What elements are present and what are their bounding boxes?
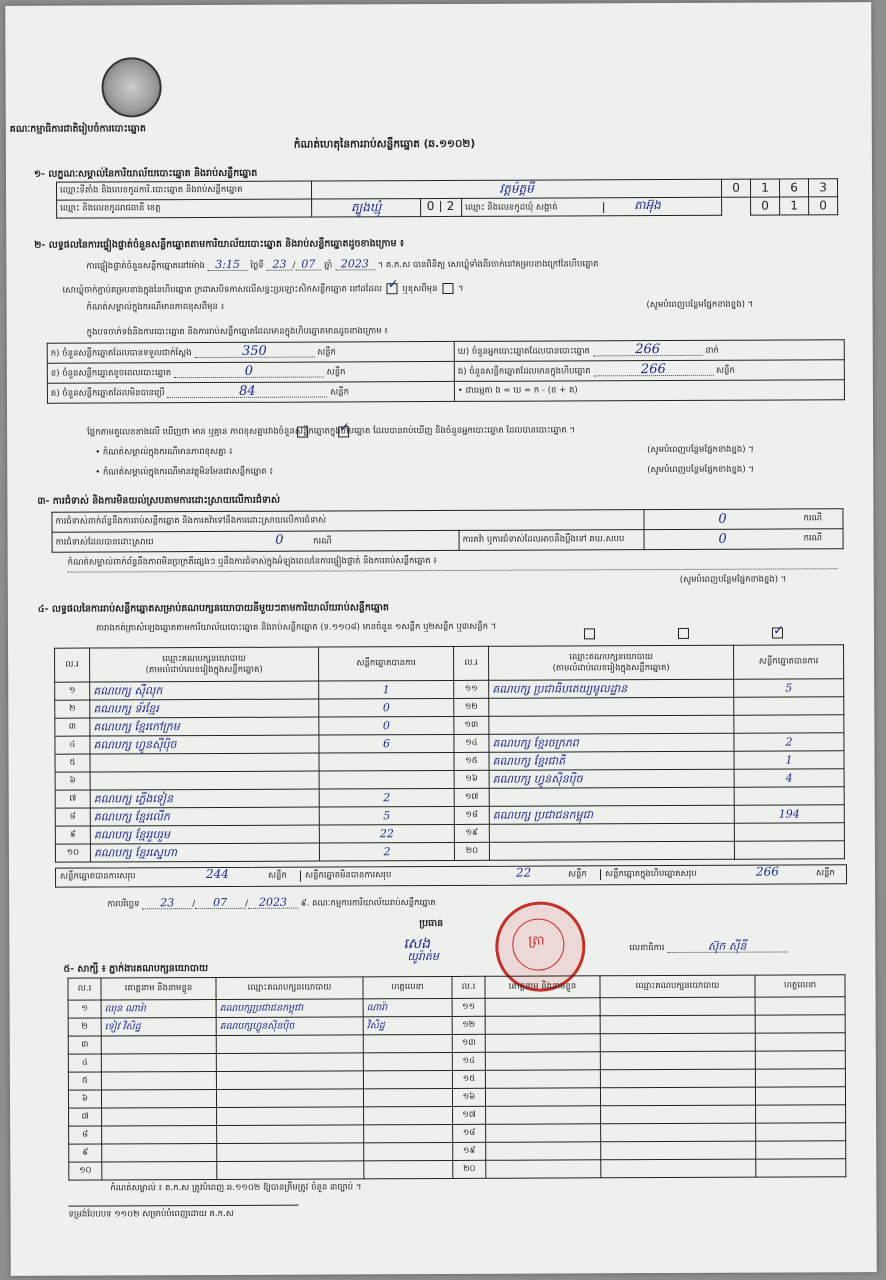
station-code-4: 3 (808, 179, 837, 197)
col-sign: ហត្ថលេខា (363, 976, 452, 998)
party-votes: 1 (734, 751, 844, 769)
witness-party (216, 1035, 363, 1054)
received-ballots-value: 350 (194, 346, 314, 359)
witness-signature: ណារ៉ា (363, 998, 452, 1016)
witness-signature (363, 1070, 452, 1088)
witness-name (101, 1053, 216, 1072)
party-votes: 194 (734, 805, 844, 823)
party-no: ១ (55, 682, 90, 700)
secretary-label: លេខាធិការ (629, 943, 665, 954)
witness-party (217, 1125, 364, 1144)
inspection-text: ។ គ.ក.ស បានពិនិត្យ សោឃ្លុំទាំងពីរចាក់នៅគម្របខាងក្រៅនៃហិបឆ្នោត (377, 259, 599, 271)
witness-no: ១៥ (452, 1070, 485, 1088)
col-party: ឈ្មោះគណបក្សនយោបាយ (600, 975, 755, 998)
witness-name (102, 1161, 217, 1180)
unit-case: ករណី (801, 529, 844, 549)
unit-sheet: សន្លឹក (816, 868, 835, 879)
unit-sheet: សន្លឹក (568, 869, 587, 880)
seal-mark: ត្រា (528, 933, 545, 949)
objections-value: 0 (644, 509, 801, 530)
party-name: គណបក្ស ខ្មែរស្នេហា (90, 843, 319, 862)
witness-signature (756, 1123, 846, 1141)
party-votes: 5 (734, 679, 844, 697)
party-name: គណបក្ស ទ័រខ្មែរ (90, 699, 319, 718)
party-name: គណបក្ស ខ្មែរលើក (90, 807, 319, 826)
witness-no: ១២ (452, 1016, 485, 1034)
chair-label: ប្រធាន (419, 917, 444, 930)
col-party-sub: (តាមលំដាប់លេខរៀងក្នុងសន្លឹកឆ្នោត) (145, 664, 263, 675)
commune-code-1: 0 (751, 197, 780, 215)
date-month: 07 (195, 897, 245, 909)
witness-signature (756, 1105, 846, 1123)
col-party-label: ឈ្មោះគណបក្សនយោបាយ (162, 653, 246, 664)
valid-total-label: សន្លឹកឆ្នោតបានការសរុប (60, 871, 136, 882)
received-ballots-label: ក) ចំនួនសន្លឹកឆ្នោតដែលបានទទួលជាក់ស្តែង (50, 348, 192, 359)
witness-party: គណបក្សហ្វូនស៊ិនប៉ិច (216, 1017, 363, 1036)
inspection-line1: ការផ្ទៀងផ្ទាត់ចំនួនសន្លឹកឆ្នោតនៅម៉ោង 3:15 ថ្ងៃទី 23 / 07 ឆ្នាំ 2023 ។ គ.ក.ស បានពិនិត្យ សោឃ្លុំទាំងពីរចាក់នៅគម្របខាងក្រៅនៃហិបឆ្នោត (86, 257, 599, 272)
witness-no: ៨ (69, 1126, 102, 1144)
irregularity-note: កំណត់សម្គាល់ពាក់ព័ន្ធនឹងភាពមិនប្រក្រតីផ្សេងៗ ឬនឹងការជំទាស់ក្នុងអំឡុងពេលនៃការផ្ទៀងផ្ទាត់ និងការរាប់សន្លឹកឆ្នោត ៖ (67, 556, 438, 568)
spoiled-ballots-label: ខ) ចំនួនសន្លឹកឆ្នោតខូចពេលបោះឆ្នោត (50, 368, 172, 379)
witness-name (485, 1088, 600, 1107)
party-name: គណបក្ស ហ្វូនស៊ិនប៉ិច (489, 769, 734, 788)
witness-no: ៥ (68, 1072, 101, 1090)
party-votes: 22 (319, 824, 454, 843)
witness-no: ១៨ (453, 1124, 486, 1142)
witness-no: ៦ (68, 1090, 101, 1108)
station-value: វត្តម៉ត្តមី (312, 179, 722, 199)
party-no: ១៧ (454, 788, 489, 806)
witness-name (102, 1107, 217, 1126)
col-party (489, 645, 734, 680)
footer-rule (68, 1205, 298, 1207)
witness-no: ២ (68, 1018, 101, 1036)
party-votes: 0 (319, 698, 454, 717)
commune-label: ឈ្មោះ និងលេខកូដឃុំ សង្កាត់ (462, 202, 604, 214)
party-name (489, 715, 734, 734)
party-votes (319, 770, 454, 789)
day-label: ថ្ងៃទី (250, 260, 264, 271)
party-votes: 6 (319, 734, 454, 753)
party-no: ៨ (55, 808, 90, 826)
witness-no: ១១ (452, 998, 485, 1016)
inspection-line2: សោឃ្លុំចាក់ភ្ជាប់គម្របខាងក្នុងនៃហិបឆ្នោត ក្រដាសបិទភាសលើសន្ធះប្រឡោះសិកសន្លឹកឆ្នោត នៅដដែល ✓ ឬខុសពីមុន ។ (62, 283, 463, 297)
witness-party (217, 1161, 364, 1180)
commune-code-3: 0 (809, 197, 838, 215)
committee-label: ៩. គណៈកម្មការការិយាល័យរាប់សន្លឹកឆ្នោត (300, 898, 436, 909)
col-no: ល.រ (68, 978, 101, 1000)
witness-name: ឈុន ណារ៉ា (101, 999, 216, 1018)
date-day: 23 (142, 897, 192, 909)
party-no: ១៨ (454, 806, 489, 824)
party-name (489, 841, 734, 860)
unit-sheet: សន្លឹក (268, 870, 287, 881)
seal-status-text: សោឃ្លុំចាក់ភ្ជាប់គម្របខាងក្នុងនៃហិបឆ្នោត ក្រដាសបិទភាសលើសន្ធះប្រឡោះសិកសន្លឹកឆ្នោត នៅដដែល (62, 284, 383, 296)
witness-no: ៤ (68, 1054, 101, 1072)
party-name: គណបក្ស ភ្លើងទៀន (90, 789, 319, 808)
col-votes: សន្លឹកឆ្នោតបានការ (734, 645, 844, 679)
witness-party (600, 997, 755, 1016)
witness-signature (755, 1087, 845, 1105)
fill-back-note: (សូមបំពេញបន្ថែមផ្នែកខាងខ្នង) ។ (647, 464, 754, 476)
appeal-label: ការតវ៉ា ឬការជំទាស់ដែលអាចនឹងប្តឹងទៅ គឃ.សបប (459, 530, 644, 551)
voters-value: 266 (593, 344, 703, 356)
chair-signature: សេង (403, 936, 431, 953)
party-no: ២ (55, 700, 90, 718)
witness-no: ៧ (69, 1108, 102, 1126)
col-sign: ហត្ថលេខា (755, 975, 845, 997)
footnote: កំណត់សម្គាល់ ៖ គ.ក.ស ត្រូវបំពេញ ឆ.១១០២ ឱ្យបានត្រឹមត្រូវ ចំនួន ៣ច្បាប់ ។ (110, 1182, 362, 1194)
changed-checkbox[interactable] (442, 283, 453, 294)
party-no: ២០ (454, 842, 489, 860)
col-party: ឈ្មោះគណបក្សនយោបាយ (216, 977, 363, 1000)
commune-code-2: 1 (780, 197, 809, 215)
national-emblem-icon (101, 57, 161, 117)
unused-ballots-label: គ) ចំនួនសន្លឹកឆ្នោតដែលមិនបានប្រើ (50, 388, 165, 399)
party-name: គណបក្ស ខ្មែរកៅក្រម (90, 717, 319, 736)
totals-row (55, 864, 847, 887)
col-no: ល.រ (454, 646, 489, 680)
party-no: ១៤ (454, 734, 489, 752)
province-code-1: 0 (421, 201, 441, 212)
commune-cell (462, 197, 722, 216)
col-name: គោត្តនាម និងនាមខ្លួន (485, 976, 600, 999)
valid-total-value: 244 (205, 866, 229, 882)
fill-back-note: (សូមបំពេញបន្ថែមផ្នែកខាងខ្នង) ។ (647, 444, 754, 456)
witness-signature (755, 1015, 845, 1033)
voters-label: ឃ) ចំនួនអ្នកបោះឆ្នោតដែលបានបោះឆ្នោត (457, 346, 590, 357)
witness-party (600, 1015, 755, 1034)
party-name: គណបក្ស ខ្មែរចក្រភព (489, 733, 734, 752)
witness-table (67, 974, 846, 1180)
party-no: ១១ (454, 680, 489, 698)
party-votes: 5 (319, 806, 454, 825)
witness-name (485, 1034, 600, 1053)
year-label: ឆ្នាំ (324, 260, 333, 271)
witness-no: ១៣ (452, 1034, 485, 1052)
chair-name: យូរ៉ាត់ម (407, 950, 439, 964)
witness-no: ៣ (68, 1036, 101, 1054)
box-total-label: សន្លឹកឆ្នោតក្នុងហិបឆ្នោតសរុប (600, 869, 697, 880)
unit-sheet: សន្លឹក (317, 347, 336, 358)
witness-signature (364, 1106, 453, 1124)
witness-no: ១៩ (453, 1142, 486, 1160)
party-no: ១៥ (454, 752, 489, 770)
province-label: ឈ្មោះ និងលេខកូដរាជធានី ខេត្ត (57, 199, 312, 218)
commune-value: តាអ៊ុង (634, 198, 661, 213)
party-no: ៤ (55, 736, 90, 754)
witness-name (101, 1071, 216, 1090)
party-votes (734, 841, 844, 859)
station-code-1: 0 (721, 179, 750, 197)
party-no: ១២ (454, 698, 489, 716)
witness-name (486, 1142, 601, 1161)
party-no: ១០ (55, 844, 90, 862)
witness-party: គណបក្សប្រជាជនកម្ពុជា (216, 999, 363, 1018)
witness-party (216, 1089, 363, 1108)
witness-name (101, 1089, 216, 1108)
section5-heading: ៥- សាក្សី ៖ ភ្នាក់ងារគណបក្សនយោបាយ (63, 963, 209, 975)
unchanged-checkbox[interactable] (387, 283, 398, 294)
year-value: 2023 (335, 258, 375, 270)
unit-sheet: សន្លឹក (326, 367, 346, 378)
difference-note-label: កំណត់សម្គាល់ក្នុងករណីមានភាពខុសពីមុន ៖ (86, 301, 225, 313)
witness-party (601, 1159, 756, 1178)
objections-label: ការជំទាស់ពាក់ព័ន្ធនឹងការរាប់សន្លឹកឆ្នោត និងការតវ៉ាទៅនឹងការដោះស្រាយលើការជំទាស់ (52, 510, 644, 533)
witness-no: ១០ (69, 1162, 102, 1180)
witness-signature (755, 1051, 845, 1069)
party-votes: 2 (319, 842, 454, 861)
witness-name (486, 1160, 601, 1179)
witness-name: ទៀវ វិសិដ្ឋ (101, 1017, 216, 1036)
ballot-summary-intro: ក្នុងបទចាក់ទង់និងការបោះឆ្នោត និងការរាប់សន្លឹកឆ្នោតដែលមានក្នុងហិបឆ្នោតមានដូចខាងក្រោម ៖ (86, 326, 389, 338)
party-name: គណបក្ស ខ្មែររួបរួម (90, 825, 319, 844)
unit-case: ករណី (800, 509, 843, 529)
party-name (90, 771, 319, 790)
unit-case: ករណី (313, 536, 332, 547)
party-votes: 4 (734, 769, 844, 787)
col-party (90, 647, 319, 682)
party-votes (319, 752, 454, 771)
party-name (90, 753, 319, 772)
witness-signature (363, 1034, 452, 1052)
witness-signature (364, 1124, 453, 1142)
party-name: គណបក្ស ប្រជាជនកម្ពុជា (489, 805, 734, 824)
witness-party (600, 1033, 755, 1052)
party-votes (734, 715, 844, 733)
invalid-total-label: សន្លឹកឆ្នោតមិនបានការសរុប (300, 870, 391, 881)
box-ballots-value: 266 (593, 364, 713, 377)
col-no: ល.រ (55, 648, 90, 682)
witness-no: ២០ (453, 1160, 486, 1178)
two-sheets-checkbox[interactable] (678, 628, 689, 639)
witness-signature: វិសិដ្ឋ (363, 1016, 452, 1034)
party-no: ១៩ (454, 824, 489, 842)
unit-sheet: សន្លឹក (330, 387, 350, 398)
witness-party (600, 1051, 755, 1070)
section1-heading: ១- លក្ខណៈសម្គាល់នៃការិយាល័យបោះឆ្នោត និងរាប់សន្លឹកឆ្នោត (33, 167, 258, 180)
secretary-line (629, 940, 787, 954)
box-total-value: 266 (755, 864, 779, 879)
party-name: គណបក្ស ហ្វូនស៊ីប៉ិច (90, 735, 319, 754)
invalid-total-value: 22 (515, 865, 532, 880)
party-votes: 2 (319, 788, 454, 807)
station-label: ឈ្មោះទីតាំង និងលេខកូដការិ.បោះឆ្នោត និងរាប់សន្លឹកឆ្នោត (57, 181, 312, 200)
table-row (55, 841, 844, 862)
col-votes: សន្លឹកឆ្នោតបានការ (319, 646, 454, 681)
party-votes (734, 787, 844, 805)
resolved-value: 0 (275, 532, 284, 548)
party-no: ៧ (55, 790, 90, 808)
witness-party (217, 1107, 364, 1126)
fill-back-note: (សូមបំពេញបន្ថែមផ្នែកខាងខ្នង) ។ (646, 299, 754, 311)
party-name: គណបក្ស ខ្មែរជាតិ (489, 751, 734, 770)
ballot-summary-table: ក) ចំនួនសន្លឹកឆ្នោតដែលបានទទួលជាក់ស្តែង 350 សន្លឹក ឃ) ចំនួនអ្នកបោះឆ្នោតដែលបានបោះឆ្នោត 266 នាក់ ខ) ចំនួនសន្លឹកឆ្នោតខូចពេលបោះឆ្នោត 0 សន្លឹក ង) ចំនួនសន្លឹកឆ្នោតដែលមានក្នុងហិបឆ្នោត 266 សន្លឹក គ) ចំនួនសន្លឹកឆ្នោតដែលមិនបានប្រើ 84 សន្លឹក • ជាធម្មតា ង = ឃ = ក - (ខ + គ) (47, 339, 845, 403)
witness-no: ១៦ (452, 1088, 485, 1106)
party-no: ៦ (55, 772, 90, 790)
witness-party (600, 1087, 755, 1106)
three-sheets-checkbox[interactable] (772, 628, 783, 639)
witness-party (216, 1053, 363, 1072)
time-label: ការផ្ទៀងផ្ទាត់ចំនួនសន្លឹកឆ្នោតនៅម៉ោង (86, 261, 205, 272)
party-name (489, 697, 734, 716)
date-label: ការបរិច្ឆេទ (107, 899, 140, 910)
time-value: 3:15 (208, 259, 248, 271)
station-code-2: 1 (750, 179, 779, 197)
party-no: ៩ (55, 826, 90, 844)
section3-heading: ៣- ការជំទាស់ និងការមិនយល់ស្របតាមការដោះស្រាយលើការជំទាស់ (37, 494, 281, 507)
witness-signature (756, 1159, 846, 1177)
witness-signature (755, 1069, 845, 1087)
section2-heading: ២- លទ្ធផលនៃការផ្ទៀងផ្ទាត់ចំនួនសន្លឹកឆ្នោតតាមការិយាល័យបោះឆ្នោត និងរាប់សន្លឹកឆ្នោតដូចខាងក្រោម ៖ (34, 238, 405, 251)
witness-signature (364, 1142, 453, 1160)
witness-no: ១៧ (453, 1106, 486, 1124)
witness-party (600, 1069, 755, 1088)
form-footer: ទម្រង់បែបបទ ១១០២ សម្រាប់បំពេញដោយ គ.ក.ស (68, 1208, 234, 1220)
party-name (489, 823, 734, 842)
witness-signature (756, 1141, 846, 1159)
party-votes: 0 (319, 716, 454, 735)
party-name: គណបក្ស ប្រជាធិបតេយ្យមូលដ្ឋាន (489, 679, 734, 698)
witness-signature (363, 1052, 452, 1070)
box-ballots-label: ង) ចំនួនសន្លឹកឆ្នោតដែលមានក្នុងហិបឆ្នោត (457, 366, 591, 377)
secretary-name: ស៊ុក ស៊ីនី (667, 940, 787, 953)
table-row (69, 1159, 846, 1180)
col-no: ល.រ (452, 976, 485, 998)
party-results-table (54, 644, 845, 862)
fill-back-note: (សូមបំពេញបន្ថែមផ្នែកខាងខ្នង) ។ (679, 574, 787, 585)
party-name (489, 787, 734, 806)
witness-party (601, 1123, 756, 1142)
witness-name (485, 1016, 600, 1035)
section1-table (56, 178, 838, 218)
witness-name (485, 1052, 600, 1071)
witness-signature (755, 1033, 845, 1051)
changed-label: ឬខុសពីមុន (402, 284, 438, 295)
province-code-2: 2 (446, 198, 455, 213)
document-sheet (5, 2, 877, 1276)
difference-check-text: ផ្អែកតាមតួលេខខាងលើ ឃើញថា មាន ឬគ្មាន ភាពខុសគ្នារវាងចំនួនសន្លឹកឆ្នោតក្នុងហិបឆ្នោត ដែលបានរាប់ឃើញ និងចំនួនអ្នកបោះឆ្នោត ដែលបានបោះឆ្នោត ។ (87, 425, 576, 438)
witness-signature (755, 997, 845, 1015)
party-votes: 1 (319, 680, 454, 699)
document-title: កំណត់ហេតុនៃការរាប់សន្លឹកឆ្នោត (ឆ.១១០២) (293, 137, 476, 151)
province-code (421, 198, 462, 216)
witness-no: ១៤ (452, 1052, 485, 1070)
party-no: ១៦ (454, 770, 489, 788)
party-votes (734, 697, 844, 715)
signing-date: ការបរិច្ឆេទ 23 / 07 / 2023 ៩. គណៈកម្មការការិយាល័យរាប់សន្លឹកឆ្នោត (107, 895, 436, 910)
witness-party (217, 1143, 364, 1162)
witness-party (601, 1141, 756, 1160)
bullet-non-ballot-note: • កំណត់សម្គាល់ក្នុងករណីមានវត្ថុមិនមែនជាសន្លឹកឆ្នោត ៖ (95, 466, 274, 478)
appeal-value: 0 (644, 529, 801, 550)
witness-name (102, 1143, 217, 1162)
witness-name (101, 1035, 216, 1054)
witness-no: ៩ (69, 1144, 102, 1162)
tally-sheet-note (96, 622, 496, 635)
witness-party (601, 1105, 756, 1124)
party-votes (734, 823, 844, 841)
unit-person: នាក់ (705, 345, 719, 356)
formula-text: ជាធម្មតា ង = ឃ = ក - (ខ + គ) (465, 385, 578, 396)
witness-party (216, 1071, 363, 1090)
unused-ballots-value: 84 (167, 385, 327, 398)
month-value: 07 (295, 259, 321, 271)
witness-name (486, 1106, 601, 1125)
party-name: គណបក្ស ស៊ីលុក (90, 681, 319, 700)
province-value: ត្បូងឃ្មុំ (312, 199, 421, 217)
org-name: គណៈកម្មាធិការជាតិរៀបចំការបោះឆ្នោត (9, 123, 146, 135)
section4-heading: ៤- លទ្ធផលនៃការរាប់សន្លឹកឆ្នោតសម្រាប់គណបក្សនយោបាយនីមួយៗតាមការិយាល័យរាប់សន្លឹកឆ្នោត (37, 602, 389, 615)
resolved-label: ការជំទាស់ដែលបានដោះស្រាយ (55, 537, 154, 548)
party-no: ៣ (55, 718, 90, 736)
witness-signature (364, 1160, 453, 1178)
party-no: ៥ (55, 754, 90, 772)
col-name: គោត្តនាម និងនាមខ្លួន (101, 977, 216, 1000)
objections-table (51, 508, 843, 552)
unit-sheet: សន្លឹក (716, 365, 735, 376)
witness-name (485, 998, 600, 1017)
party-no: ១៣ (454, 716, 489, 734)
col-party-label: ឈ្មោះគណបក្សនយោបាយ (569, 651, 653, 662)
note-line (68, 568, 838, 572)
witness-name (486, 1124, 601, 1143)
difference-check-line (87, 424, 857, 439)
date-year: 2023 (248, 897, 298, 909)
witness-no: ១ (68, 1000, 101, 1018)
witness-signature (363, 1088, 452, 1106)
col-party-sub: (តាមលំដាប់លេខរៀងក្នុងសន្លឹកឆ្នោត) (552, 662, 670, 674)
witness-name (485, 1070, 600, 1089)
party-votes: 2 (734, 733, 844, 751)
spoiled-ballots-value: 0 (174, 366, 324, 379)
day-value: 23 (266, 259, 292, 271)
one-sheet-checkbox[interactable] (584, 628, 595, 639)
witness-name (102, 1125, 217, 1144)
tally-sheet-text: តារាងកត់ត្រាសំឡេងឆ្នោតតាមការិយាល័យបោះឆ្នោត និងរាប់សន្លឹកឆ្នោត (ទ.១១០៨) មានចំនួន ១សន្លឹក ឬ២សន្លឹក ឬ៣សន្លឹក ។ (95, 621, 497, 634)
bullet-difference-note: • កំណត់សម្គាល់ក្នុងករណីមានភាពខុសគ្នា ៖ (95, 446, 233, 458)
station-code-3: 6 (779, 179, 808, 197)
